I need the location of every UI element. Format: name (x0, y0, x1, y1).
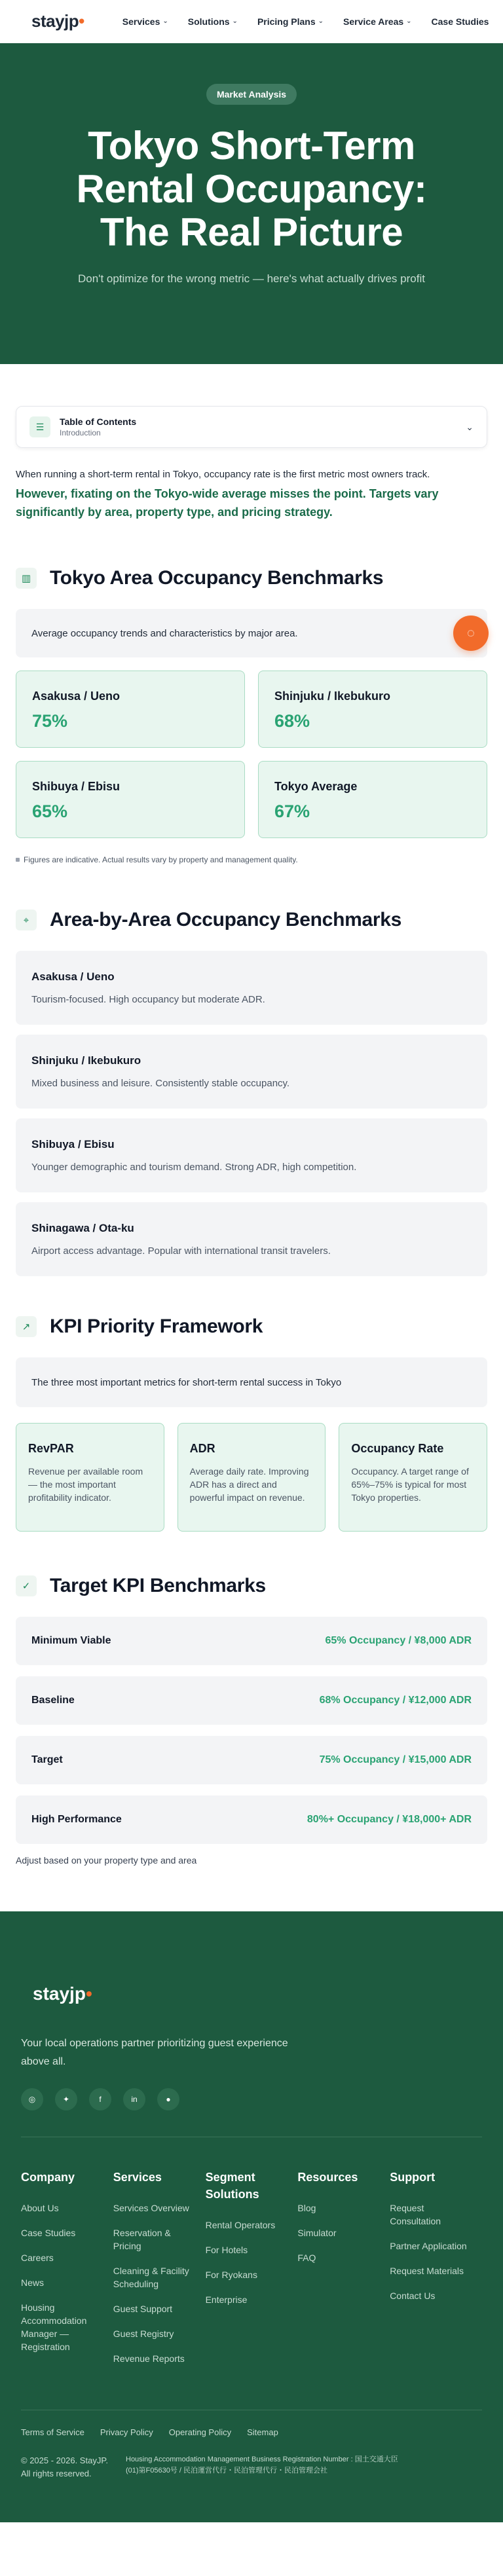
section-header-benchmarks (16, 567, 487, 589)
page-title: Tokyo Short-Term Rental Occupancy: The Real Picture (76, 124, 427, 254)
site-header (0, 0, 503, 43)
footer-column-title: Company (21, 2171, 75, 2184)
nav-label: Solutions (187, 16, 230, 27)
tier-name: Target (31, 1754, 63, 1765)
kpi-name: RevPAR (28, 1442, 74, 1455)
occupancy-value: 65% (32, 801, 68, 821)
benchmark-card (16, 671, 245, 748)
tier-value: 65% Occupancy / ¥8,000 ADR (325, 1635, 472, 1646)
logo[interactable] (31, 11, 84, 31)
category-badge: Market Analysis (206, 84, 297, 105)
occupancy-value: 67% (274, 801, 310, 821)
chevron-down-icon: ⌄ (318, 18, 324, 25)
legal-link[interactable]: Privacy Policy (100, 2427, 153, 2437)
footer-link[interactable]: For Hotels (205, 2245, 248, 2255)
footer-link[interactable]: Guest Registry (113, 2328, 174, 2339)
footnote-text: Figures are indicative. Actual results vary by property and management quality. (24, 855, 298, 864)
kpi-cards (16, 1423, 487, 1532)
legal-link[interactable]: Terms of Service (21, 2427, 84, 2437)
area-card (16, 951, 487, 1025)
copyright: © 2025 - 2026. StayJP. All rights reserved. (21, 2456, 108, 2478)
tier-value: 68% Occupancy / ¥12,000 ADR (319, 1695, 472, 1706)
footer-links (206, 2218, 288, 2306)
area-description: Younger demographic and tourism demand. Strong ADR, high competition. (31, 1162, 357, 1173)
footer-link[interactable]: Request Materials (390, 2266, 464, 2276)
section-lead-text: The three most important metrics for short-term rental success in Tokyo (31, 1376, 342, 1388)
footer-column-segment-solutions (206, 2169, 298, 2377)
logo-dot: • (79, 11, 84, 31)
area-name: Shibuya / Ebisu (31, 1138, 115, 1150)
area-name: Asakusa / Ueno (32, 690, 121, 703)
footer-link[interactable]: Blog (297, 2203, 316, 2213)
bullet-icon (16, 858, 20, 862)
logo-text: stay (33, 1983, 70, 2004)
nav-label: Pricing Plans (257, 16, 316, 27)
occupancy-value: 68% (274, 711, 310, 731)
site-footer (0, 1911, 503, 2522)
table-of-contents-toggle[interactable] (16, 406, 487, 448)
chevron-down-icon: ⌄ (406, 18, 412, 25)
logo-dot: • (85, 1983, 92, 2004)
footer-link[interactable]: News (21, 2277, 45, 2288)
nav-label: Services (122, 16, 160, 27)
section-title: KPI Priority Framework (50, 1316, 263, 1337)
nav-label: Case Studies (431, 16, 489, 27)
area-description: Tourism-focused. High occupancy but moderate ADR. (31, 994, 265, 1005)
occupancy-value: 75% (32, 711, 68, 731)
main-nav (122, 16, 489, 27)
section-header-targets (16, 1575, 487, 1597)
kpi-description: Average daily rate. Improving ADR has a direct and powerful impact on revenue. (189, 1466, 309, 1503)
hero (0, 43, 503, 364)
benchmark-card (16, 761, 245, 838)
social-links (21, 2088, 482, 2110)
footer-column-resources (297, 2169, 390, 2377)
footer-link[interactable]: FAQ (297, 2253, 316, 2263)
nav-label: Service Areas (343, 16, 404, 27)
footer-link[interactable]: Request Consultation (390, 2203, 441, 2226)
nav-case-studies[interactable] (432, 16, 489, 27)
logo-accent (64, 11, 84, 31)
nav-service-areas[interactable] (343, 16, 412, 27)
area-name: Shinjuku / Ikebukuro (31, 1054, 141, 1067)
target-row (16, 1676, 487, 1725)
kpi-name: Occupancy Rate (351, 1442, 444, 1455)
target-row (16, 1736, 487, 1784)
linkedin-icon[interactable]: in (123, 2088, 145, 2110)
bar-chart-icon: ▥ (16, 568, 37, 589)
footer-column-title: Support (390, 2171, 436, 2184)
section-lead (16, 609, 487, 657)
benchmark-card (258, 671, 487, 748)
footer-tagline: Your local operations partner prioritizing guest experience above all. (21, 2038, 288, 2067)
nav-pricing-plans[interactable] (257, 16, 324, 27)
section-title: Target KPI Benchmarks (50, 1575, 266, 1596)
chevron-down-icon: ⌄ (466, 421, 474, 432)
target-table (16, 1617, 487, 1844)
footer-link[interactable]: Rental Operators (205, 2220, 276, 2230)
area-card (16, 1035, 487, 1109)
footer-column-title: Segment Solutions (205, 2171, 259, 2201)
footer-column-company (21, 2169, 113, 2377)
footer-link[interactable]: Enterprise (205, 2294, 248, 2305)
footer-column-support (390, 2169, 482, 2377)
kpi-description: Revenue per available room — the most important profitability indicator. (28, 1466, 143, 1503)
chat-icon[interactable]: ● (157, 2088, 179, 2110)
benchmark-footnote (16, 855, 487, 864)
toc-title: Table of Contents (60, 416, 137, 427)
footer-columns (21, 2169, 482, 2377)
target-note: Adjust based on your property type and area (16, 1855, 197, 1866)
footer-link[interactable]: Cleaning & Facility Scheduling (113, 2266, 189, 2289)
section-lead (16, 1357, 487, 1407)
area-name: Shinagawa / Ota-ku (31, 1222, 134, 1234)
chevron-down-icon: ⌄ (162, 18, 168, 25)
area-name: Shibuya / Ebisu (32, 780, 121, 793)
footer-link[interactable]: Careers (21, 2253, 54, 2263)
intro-highlight: However, fixating on the Tokyo-wide average misses the point. Targets vary significantly by area, property type, and pricing strategy. (16, 487, 439, 519)
area-list (16, 951, 487, 1276)
check-circle-icon: ✓ (16, 1575, 37, 1596)
section-header-kpi (16, 1316, 487, 1338)
legal-link[interactable]: Sitemap (247, 2427, 278, 2437)
kpi-card (339, 1423, 487, 1532)
logo-accent-text: jp (64, 11, 79, 31)
legal-link[interactable]: Operating Policy (168, 2427, 232, 2437)
footer-links (21, 2201, 103, 2353)
facebook-icon[interactable]: f (89, 2088, 111, 2110)
toc-current-section: Introduction (60, 428, 101, 437)
area-card (16, 1202, 487, 1276)
footer-bottom (21, 2454, 482, 2522)
footer-link[interactable]: For Ryokans (205, 2270, 257, 2280)
area-name: Tokyo Average (274, 780, 358, 793)
tier-value: 80%+ Occupancy / ¥18,000+ ADR (307, 1814, 472, 1825)
target-row (16, 1617, 487, 1665)
footer-links (297, 2201, 379, 2264)
nav-services[interactable] (122, 16, 168, 27)
logo-text: stay (31, 11, 65, 31)
footer-column-title: Services (113, 2171, 162, 2184)
list-icon: ☰ (29, 416, 50, 437)
chat-icon: ◌ (467, 625, 475, 640)
article-content (0, 406, 503, 1866)
footer-link[interactable]: About Us (21, 2203, 59, 2213)
footer-links (390, 2201, 472, 2302)
kpi-card (16, 1423, 164, 1532)
target-row (16, 1795, 487, 1844)
footer-link[interactable]: Guest Support (113, 2304, 173, 2314)
page-subtitle: Don't optimize for the wrong metric — here's what actually drives profit (78, 272, 425, 285)
chat-support-button[interactable] (453, 616, 489, 651)
footer-logo[interactable] (33, 1911, 482, 2004)
twitter-icon[interactable]: ✦ (55, 2088, 77, 2110)
footer-link[interactable]: Services Overview (113, 2203, 189, 2213)
intro-paragraph: When running a short-term rental in Tokyo, occupancy rate is the first metric most owners track. (16, 469, 430, 480)
footer-link[interactable]: Reservation & Pricing (113, 2228, 171, 2251)
tier-name: High Performance (31, 1814, 122, 1825)
trend-up-icon: ↗ (16, 1316, 37, 1337)
area-description: Mixed business and leisure. Consistently stable occupancy. (31, 1078, 290, 1089)
registration-number: Housing Accommodation Management Business Registration Number : 国土交通大臣(01)第F05630号 / 民泊運営代行・民泊管理代行・民泊管理会社 (126, 2456, 398, 2475)
section-title: Tokyo Area Occupancy Benchmarks (50, 567, 384, 589)
tier-name: Baseline (31, 1695, 75, 1706)
kpi-card (177, 1423, 326, 1532)
section-lead-text: Average occupancy trends and characteristics by major area. (31, 627, 298, 639)
kpi-description: Occupancy. A target range of 65%–75% is typical for most Tokyo properties. (351, 1466, 469, 1503)
area-name: Asakusa / Ueno (31, 970, 115, 983)
toc-text (60, 416, 466, 437)
footer-link[interactable]: Partner Application (390, 2241, 467, 2251)
area-card (16, 1118, 487, 1192)
tier-value: 75% Occupancy / ¥15,000 ADR (319, 1754, 472, 1765)
map-pin-icon: ⌖ (16, 910, 37, 930)
section-header-areas (16, 909, 487, 931)
footer-links (113, 2201, 195, 2365)
area-name: Shinjuku / Ikebukuro (274, 690, 391, 703)
footer-link[interactable]: Revenue Reports (113, 2353, 185, 2364)
nav-solutions[interactable] (188, 16, 238, 27)
footer-column-title: Resources (297, 2171, 358, 2184)
chevron-down-icon: ⌄ (232, 18, 238, 25)
footer-link[interactable]: Contact Us (390, 2291, 436, 2301)
footer-link[interactable]: Simulator (297, 2228, 337, 2238)
area-description: Airport access advantage. Popular with international transit travelers. (31, 1245, 331, 1257)
kpi-name: ADR (189, 1442, 215, 1455)
footer-link[interactable]: Case Studies (21, 2228, 76, 2238)
footer-column-services (113, 2169, 206, 2377)
tier-name: Minimum Viable (31, 1635, 111, 1646)
logo-accent-text: jp (69, 1983, 86, 2004)
footer-link[interactable]: Housing Accommodation Manager — Registration (21, 2302, 87, 2352)
legal-links (21, 2427, 482, 2437)
benchmark-cards (16, 671, 487, 838)
section-title: Area-by-Area Occupancy Benchmarks (50, 909, 401, 930)
instagram-icon[interactable]: ◎ (21, 2088, 43, 2110)
benchmark-card (258, 761, 487, 838)
